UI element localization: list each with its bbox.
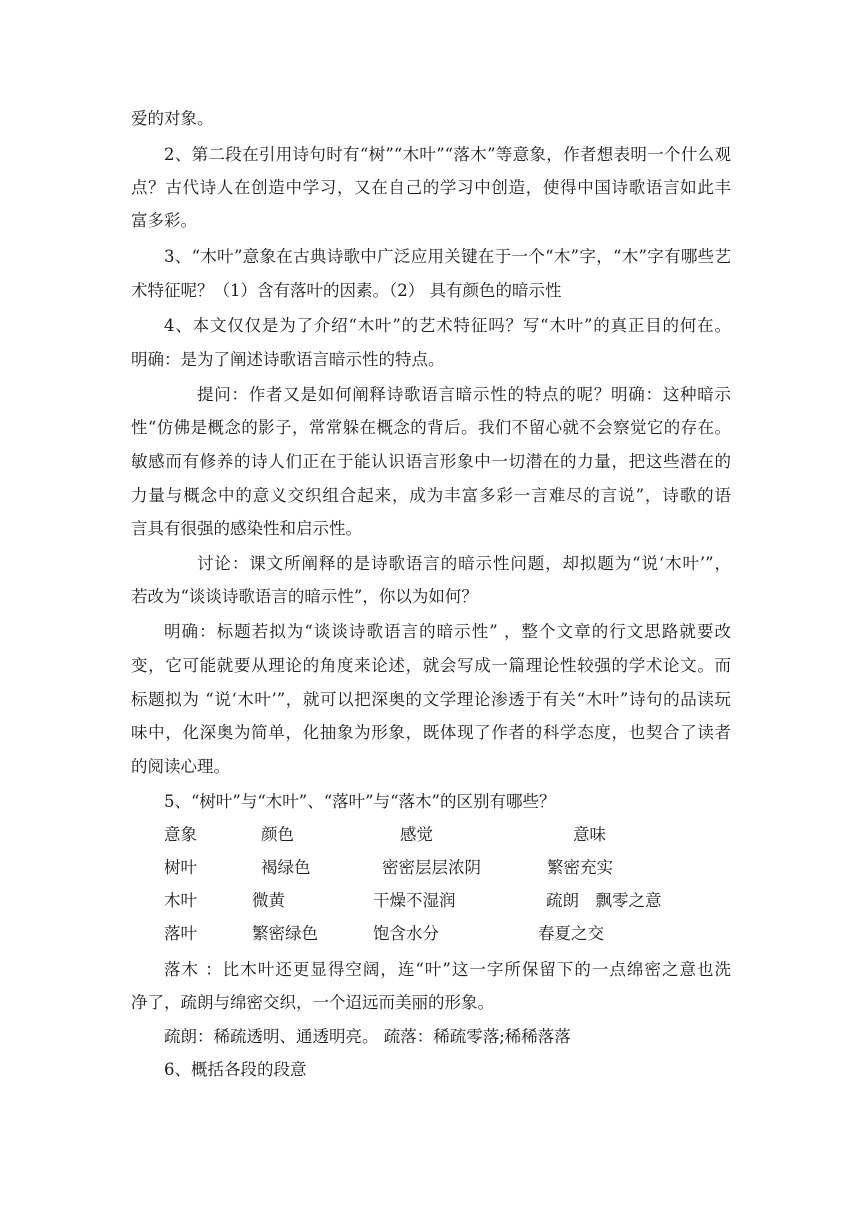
question-4-line: 4、本文仅仅是为了介绍“木叶”的艺术特征吗？写“木叶”的真正目的何在。 xyxy=(164,316,731,335)
paragraph-line: 变，它可能就要从理论的角度来论述，就会写成一篇理论性较强的学术论文。而 xyxy=(131,656,731,675)
table-cell: 褐绿色 xyxy=(261,858,311,877)
answer-line: 明确：是为了阐述诗歌语言暗示性的特点。 xyxy=(131,350,445,369)
paragraph-line: 点？古代诗人在创造中学习，又在自己的学习中创造，使得中国诗歌语言如此丰 xyxy=(131,178,731,197)
table-cell: 春夏之交 xyxy=(538,924,604,943)
table-cell: 繁密绿色 xyxy=(252,924,318,943)
table-header-cell: 感觉 xyxy=(400,825,433,844)
table-cell: 饱含水分 xyxy=(373,924,439,943)
table-cell: 落叶 xyxy=(164,924,197,943)
question-5-line: 5、“树叶”与“木叶”、“落叶”与“落木”的区别有哪些？ xyxy=(164,792,556,811)
table-cell: 繁密充实 xyxy=(547,858,613,877)
table-cell: 疏朗 飘零之意 xyxy=(546,891,662,910)
paragraph-line: 标题拟为 “说‘木叶’”，就可以把深奥的文学理论渗透于有关“木叶”诗句的品读玩 xyxy=(131,690,731,709)
prompt-question-line: 提问：作者又是如何阐释诗歌语言暗示性的特点的呢？明确：这种暗示 xyxy=(197,385,731,404)
table-header-cell: 意味 xyxy=(573,825,606,844)
paragraph-line: 力量与概念中的意义交织组合起来，成为丰富多彩一言难尽的言说”，诗歌的语 xyxy=(131,486,731,505)
question-2-line: 2、第二段在引用诗句时有“树”“木叶”“落木”等意象，作者想表明一个什么观 xyxy=(164,145,731,164)
table-cell: 密密层层浓阴 xyxy=(382,858,481,877)
paragraph-line: 术特征呢？（1）含有落叶的因素。（2） 具有颜色的暗示性 xyxy=(131,281,562,300)
definition-line: 疏朗：稀疏透明、通透明亮。 疏落：稀疏零落;稀稀落落 xyxy=(164,1027,571,1046)
paragraph-line: 净了，疏朗与绵密交织，一个迢远而美丽的形象。 xyxy=(131,993,494,1012)
paragraph-line: 敏感而有修养的诗人们正在于能认识语言形象中一切潜在的力量，把这些潜在的 xyxy=(131,452,731,471)
table-header-cell: 意象 xyxy=(164,825,197,844)
paragraph-line: 的阅读心理。 xyxy=(131,757,230,776)
paragraph-line: 若改为“谈谈诗歌语言的暗示性”，你以为如何？ xyxy=(131,587,478,606)
table-header-cell: 颜色 xyxy=(261,825,294,844)
table-cell: 微黄 xyxy=(252,891,285,910)
answer-line: 明确：标题若拟为“谈谈诗歌语言的暗示性” ，整个文章的行文思路就要改 xyxy=(164,622,731,641)
paragraph-line: 爱的对象。 xyxy=(131,109,214,128)
question-3-line: 3、“木叶”意象在古典诗歌中广泛应用关键在于一个“木”字，“木”字有哪些艺 xyxy=(164,247,731,266)
paragraph-line: 言具有很强的感染性和启示性。 xyxy=(131,519,362,538)
falling-wood-line: 落木 ：比木叶还更显得空阔，连“叶”这一字所保留下的一点绵密之意也洗 xyxy=(164,960,731,979)
paragraph-line: 味中，化深奥为简单，化抽象为形象，既体现了作者的科学态度，也契合了读者 xyxy=(131,723,731,742)
discussion-line: 讨论：课文所阐释的是诗歌语言的暗示性问题，却拟题为“说‘木叶’”， xyxy=(197,554,731,573)
paragraph-line: 富多彩。 xyxy=(131,211,197,230)
table-cell: 木叶 xyxy=(164,891,197,910)
table-cell: 树叶 xyxy=(164,858,197,877)
table-cell: 干燥不湿润 xyxy=(373,891,456,910)
question-6-line: 6、概括各段的段意 xyxy=(164,1060,307,1079)
paragraph-line: 性“仿佛是概念的影子，常常躲在概念的背后。我们不留心就不会察觉它的存在。 xyxy=(131,418,731,437)
